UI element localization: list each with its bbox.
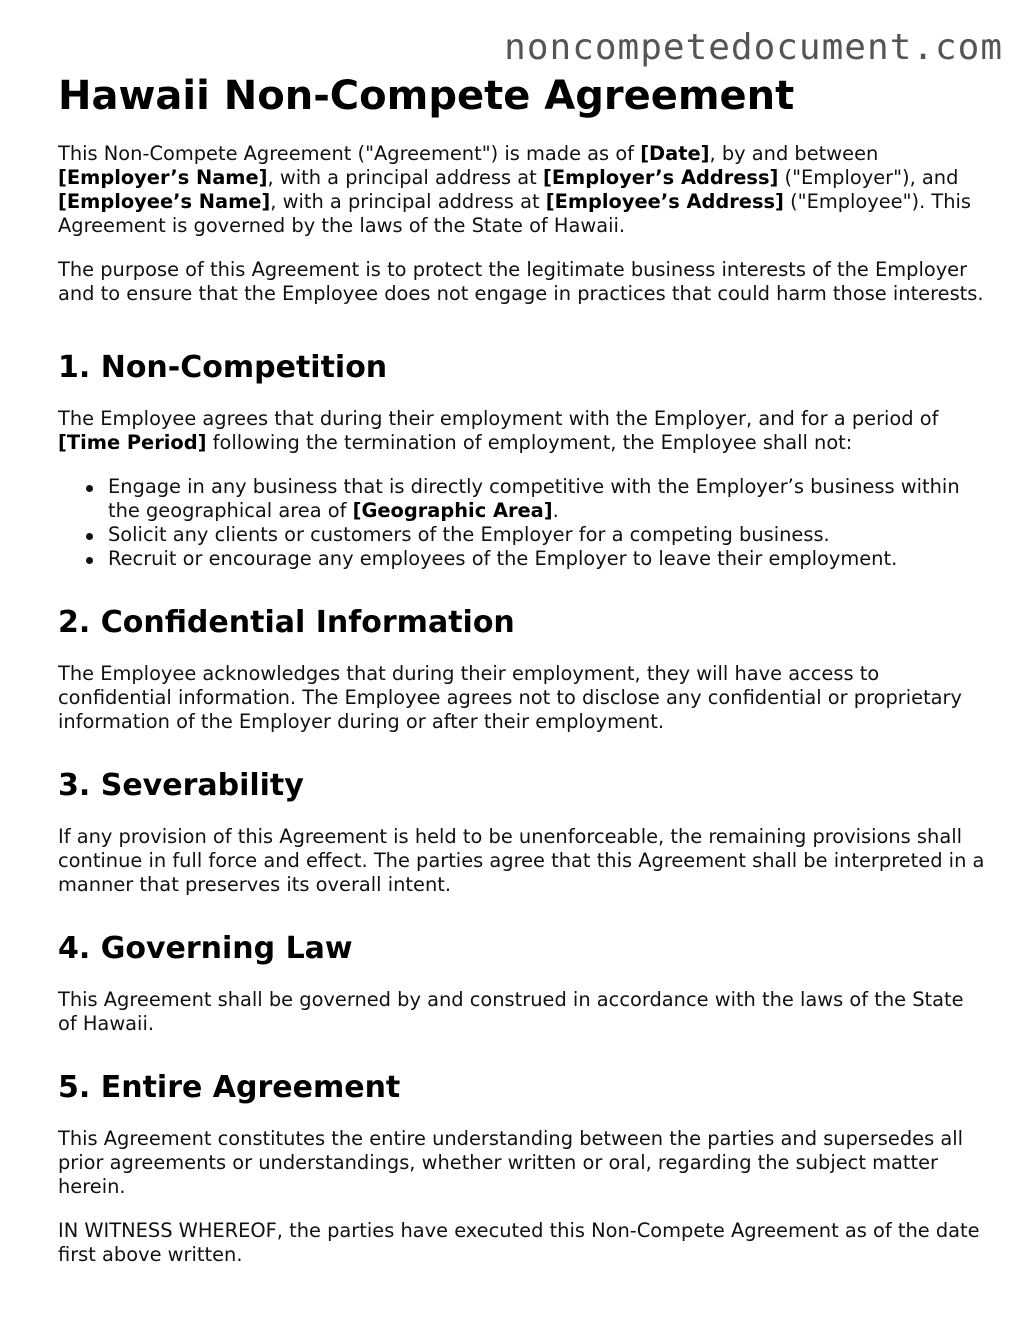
date-placeholder: [Date] [640,142,710,165]
entire-agreement-paragraph: This Agreement constitutes the entire understanding between the parties and supersedes all prior agreements or understandings, whether written or oral, regarding the subject matter herein. [58,1127,963,1198]
list-item: Recruit or encourage any employees of the Employer to leave their employment. [108,547,988,571]
watermark: noncompetedocument.com [504,27,1003,68]
severability-paragraph: If any provision of this Agreement is held to be unenforceable, the remaining provisions shall continue in full force and effect. The parties agree that this Agreement shall be interpreted in a manner that preserves its overall intent. [58,825,985,896]
section-heading-confidential-information: 2. Confidential Information [58,605,515,640]
document-title: Hawaii Non-Compete Agreement [58,73,795,119]
employer-name-placeholder: [Employer’s Name] [58,166,268,189]
intro-text: , by and between [709,142,879,165]
intro-paragraph [58,142,988,238]
list-item-text: Engage in any business that is directly competitive with the Employer’s business within the geographical area of [108,475,960,522]
employee-address-placeholder: [Employee’s Address] [545,190,784,213]
intro-text: , with a principal address at [267,166,543,189]
purpose-paragraph: The purpose of this Agreement is to protect the legitimate business interests of the Employer and to ensure that the Employee does not engage in practices that could harm those interests. [58,258,984,305]
intro-text: ("Employer"), and [778,166,959,189]
document-page [58,72,988,1287]
governing-law-paragraph: This Agreement shall be governed by and construed in accordance with the laws of the State of Hawaii. [58,988,964,1035]
intro-text: , with a principal address at [270,190,546,213]
list-item [108,475,988,523]
restrictions-list [58,475,988,571]
time-period-placeholder: [Time Period] [58,431,207,454]
list-item-text: . [552,499,559,522]
non-competition-text: The Employee agrees that during their employment with the Employer, and for a period of [58,407,939,430]
employer-address-placeholder: [Employer’s Address] [542,166,779,189]
intro-text: ("Employee"). This Agreement is governed by the laws of the State of Hawaii. [58,190,972,237]
section-heading-governing-law: 4. Governing Law [58,931,353,966]
confidential-information-paragraph: The Employee acknowledges that during their employment, they will have access to confidential information. The Employee agrees not to disclose any confidential or proprietary information of the Employer during or after their employment. [58,662,963,733]
non-competition-text: following the termination of employment, the Employee shall not: [206,431,853,454]
list-item: Solicit any clients or customers of the Employer for a competing business. [108,523,988,547]
witness-paragraph: IN WITNESS WHEREOF, the parties have executed this Non-Compete Agreement as of the date first above written. [58,1219,980,1266]
non-competition-paragraph [58,407,988,455]
intro-text: This Non-Compete Agreement ("Agreement") is made as of [58,142,641,165]
section-heading-severability: 3. Severability [58,768,304,803]
section-heading-entire-agreement: 5. Entire Agreement [58,1070,401,1105]
section-heading-non-competition: 1. Non-Competition [58,350,388,385]
employee-name-placeholder: [Employee’s Name] [58,190,271,213]
geographic-area-placeholder: [Geographic Area] [352,499,553,522]
